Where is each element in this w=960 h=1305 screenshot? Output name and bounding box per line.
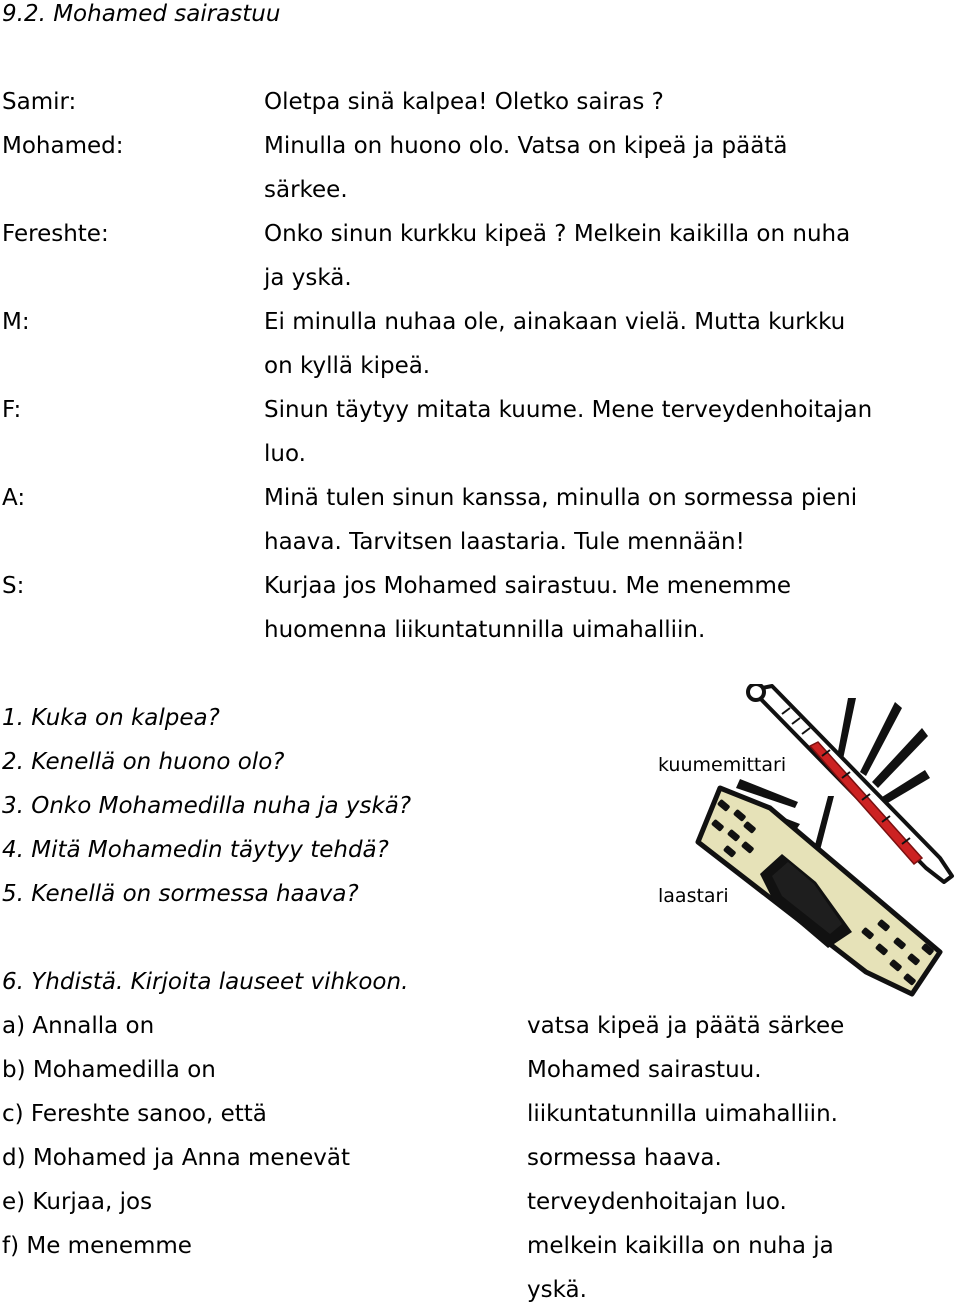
speaker-label: S: — [2, 573, 25, 599]
dialogue-line: Onko sinun kurkku kipeä ? Melkein kaikilla on nuha — [264, 221, 851, 247]
dialogue-line: Oletpa sinä kalpea! Oletko sairas ? — [264, 89, 664, 115]
exercise-title: 6. Yhdistä. Kirjoita lauseet vihkoon. — [2, 969, 409, 995]
thermometer-label: kuumemittari — [658, 754, 787, 776]
exercise-left-item: d) Mohamed ja Anna menevät — [2, 1145, 351, 1171]
dialogue-line: haava. Tarvitsen laastaria. Tule mennään! — [264, 529, 745, 555]
dialogue-line: luo. — [264, 441, 306, 467]
page-title: 9.2. Mohamed sairastuu — [2, 1, 281, 27]
exercise-right-item: melkein kaikilla on nuha ja — [527, 1233, 834, 1259]
speaker-label: Mohamed: — [2, 133, 124, 159]
speaker-label: A: — [2, 485, 26, 511]
exercise-left-item: a) Annalla on — [2, 1013, 155, 1039]
dialogue-line: ja yskä. — [264, 265, 352, 291]
thermometer-bandage-illustration — [690, 684, 958, 1000]
dialogue-line: huomenna liikuntatunnilla uimahalliin. — [264, 617, 706, 643]
exercise-right-item: Mohamed sairastuu. — [527, 1057, 762, 1083]
speaker-label: M: — [2, 309, 30, 335]
exercise-right-item: terveydenhoitajan luo. — [527, 1189, 787, 1215]
exercise-right-item: sormessa haava. — [527, 1145, 722, 1171]
question: 3. Onko Mohamedilla nuha ja yskä? — [2, 793, 412, 819]
exercise-left-item: f) Me menemme — [2, 1233, 192, 1259]
question: 1. Kuka on kalpea? — [2, 705, 220, 731]
exercise-right-item: yskä. — [527, 1277, 587, 1303]
exercise-right-item: liikuntatunnilla uimahalliin. — [527, 1101, 838, 1127]
exercise-left-item: e) Kurjaa, jos — [2, 1189, 153, 1215]
exercise-left-item: c) Fereshte sanoo, että — [2, 1101, 267, 1127]
speaker-label: Samir: — [2, 89, 77, 115]
dialogue-line: Sinun täytyy mitata kuume. Mene terveydenhoitajan — [264, 397, 873, 423]
question: 4. Mitä Mohamedin täytyy tehdä? — [2, 837, 389, 863]
exercise-left-item: b) Mohamedilla on — [2, 1057, 216, 1083]
dialogue-line: Ei minulla nuhaa ole, ainakaan vielä. Mutta kurkku — [264, 309, 846, 335]
dialogue-line: on kyllä kipeä. — [264, 353, 431, 379]
dialogue-line: Kurjaa jos Mohamed sairastuu. Me menemme — [264, 573, 792, 599]
question: 2. Kenellä on huono olo? — [2, 749, 285, 775]
speaker-label: F: — [2, 397, 22, 423]
exercise-right-item: vatsa kipeä ja päätä särkee — [527, 1013, 845, 1039]
question: 5. Kenellä on sormessa haava? — [2, 881, 359, 907]
dialogue-line: Minä tulen sinun kanssa, minulla on sormessa pieni — [264, 485, 858, 511]
dialogue-line: särkee. — [264, 177, 348, 203]
dialogue-line: Minulla on huono olo. Vatsa on kipeä ja päätä — [264, 133, 788, 159]
bandage-label: laastari — [658, 885, 729, 907]
speaker-label: Fereshte: — [2, 221, 109, 247]
